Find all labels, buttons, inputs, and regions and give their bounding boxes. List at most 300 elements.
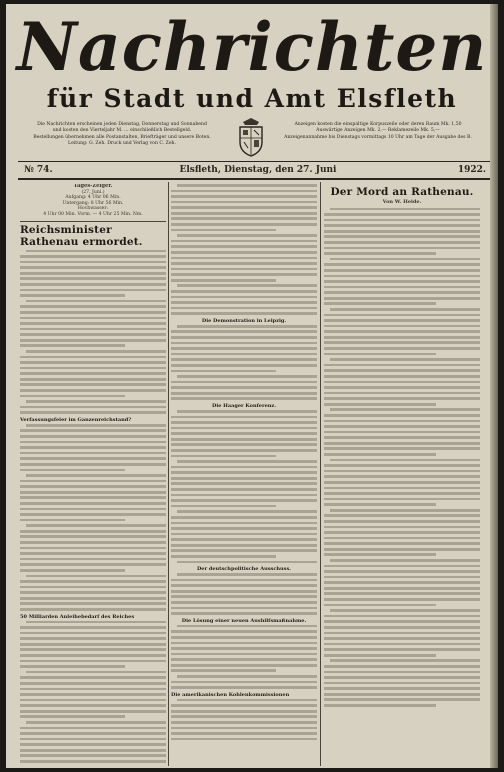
article-body	[171, 184, 317, 315]
text-line	[171, 669, 276, 672]
article-body	[324, 208, 480, 707]
issue-year: 1922.	[457, 165, 486, 175]
text-line	[171, 488, 317, 491]
text-line	[330, 258, 480, 261]
text-line	[20, 502, 166, 505]
text-line	[20, 339, 166, 342]
text-line	[26, 671, 166, 674]
text-line	[26, 250, 166, 253]
text-line	[330, 358, 480, 361]
info-line: Bestellungen übernehmen alle Postanstalten, Briefträger und unsere Boten.	[33, 134, 211, 140]
text-line	[171, 381, 317, 384]
text-line	[177, 510, 317, 513]
text-line	[20, 383, 166, 386]
text-line	[324, 386, 480, 389]
text-line	[20, 660, 166, 663]
text-line	[324, 548, 480, 551]
text-line	[324, 330, 480, 333]
text-line	[20, 738, 166, 741]
text-line	[324, 531, 480, 534]
text-line	[171, 727, 317, 730]
text-line	[324, 464, 480, 467]
text-line	[171, 257, 317, 260]
article-body	[171, 325, 317, 400]
text-line	[20, 580, 166, 583]
text-line	[171, 273, 317, 276]
text-line	[330, 459, 480, 462]
text-line	[171, 686, 317, 689]
text-line	[324, 526, 480, 529]
issue-date: Elsfleth, Dienstag, den 27. Juni	[179, 165, 337, 175]
text-line	[171, 386, 317, 389]
text-line	[324, 475, 480, 478]
text-line	[324, 219, 480, 222]
text-line	[177, 675, 317, 678]
text-line	[20, 519, 125, 522]
text-line	[330, 509, 480, 512]
text-line	[324, 403, 436, 406]
text-line	[171, 642, 317, 645]
text-line	[171, 312, 317, 315]
text-line	[324, 436, 480, 439]
text-line	[20, 255, 166, 258]
text-line	[324, 632, 480, 635]
text-line	[171, 279, 276, 282]
masthead-subtitle: für Stadt und Amt Elsfleth	[46, 84, 458, 113]
article-subheading: Verfassungsfeier im Ganzenreichstand?	[20, 416, 132, 423]
text-line	[20, 496, 166, 499]
text-line	[171, 217, 317, 220]
text-line	[20, 283, 166, 286]
text-line	[20, 715, 125, 718]
article-body	[20, 424, 166, 611]
info-line: Die Nachrichten erscheinen jeden Dienstag, Donnerstag und Sonnabend	[37, 122, 207, 127]
text-line	[324, 375, 480, 378]
text-line	[177, 573, 317, 576]
text-line	[324, 637, 480, 640]
text-line	[20, 597, 166, 600]
text-line	[20, 563, 166, 566]
text-line	[171, 549, 317, 552]
text-line	[324, 275, 480, 278]
text-line	[171, 432, 317, 435]
text-line	[324, 291, 480, 294]
text-line	[20, 311, 166, 314]
text-line	[20, 547, 166, 550]
article-subheading: 50 Milliarden Anleihebedarf des Reiches	[20, 613, 135, 620]
text-line	[20, 643, 166, 646]
text-line	[20, 389, 166, 392]
text-line	[171, 427, 317, 430]
text-line	[171, 212, 317, 215]
text-line	[20, 367, 166, 370]
article-subheading: Die Haager Konferenz.	[212, 402, 276, 409]
text-line	[20, 289, 166, 292]
text-line	[171, 364, 317, 367]
info-line: Leitung: G. Zeh. Druck und Verlag von C. Zeh.	[68, 140, 176, 146]
text-line	[324, 369, 480, 372]
text-line	[330, 308, 480, 311]
text-line	[177, 410, 317, 413]
text-line	[171, 522, 317, 525]
text-line	[324, 592, 480, 595]
header-rule	[18, 161, 490, 162]
text-line	[171, 438, 317, 441]
text-line	[171, 421, 317, 424]
text-line	[171, 296, 317, 299]
tageszeiger-line: Hochwasser:	[77, 206, 109, 212]
text-line	[324, 481, 480, 484]
text-line	[20, 541, 166, 544]
text-line	[324, 319, 480, 322]
text-line	[20, 676, 166, 679]
text-line	[20, 682, 166, 685]
text-line	[20, 743, 166, 746]
text-line	[171, 590, 317, 593]
text-line	[20, 452, 166, 455]
article-subheading: Die Demonstration in Leipzig.	[201, 317, 287, 324]
column-divider	[320, 182, 321, 766]
article-body	[171, 573, 317, 615]
text-line	[171, 494, 317, 497]
text-line	[171, 647, 317, 650]
text-line	[20, 513, 166, 516]
article-subheading: Die amerikanischen Kohlenkommissionen	[171, 691, 290, 698]
text-line	[171, 482, 317, 485]
text-line	[324, 297, 480, 300]
text-line	[20, 322, 166, 325]
text-line	[171, 201, 317, 204]
text-line	[171, 342, 317, 345]
text-line	[171, 664, 317, 667]
text-line	[324, 447, 480, 450]
text-line	[324, 336, 480, 339]
text-line	[20, 632, 166, 635]
text-line	[171, 499, 317, 502]
masthead-title: Nachrichten	[16, 8, 488, 86]
text-line	[177, 460, 317, 463]
text-line	[324, 542, 480, 545]
column-2	[171, 184, 317, 764]
text-line	[324, 353, 436, 356]
text-line	[171, 392, 317, 395]
text-line	[20, 602, 166, 605]
newspaper-page	[6, 4, 498, 768]
text-line	[171, 505, 276, 508]
text-line	[20, 648, 166, 651]
text-line	[20, 704, 166, 707]
text-line	[20, 356, 166, 359]
text-line	[324, 581, 480, 584]
text-line	[20, 441, 166, 444]
text-line	[20, 626, 166, 629]
text-line	[171, 527, 317, 530]
text-line	[324, 648, 480, 651]
text-line	[324, 587, 480, 590]
subscription-info	[24, 122, 220, 147]
text-line	[177, 699, 317, 702]
text-line	[171, 397, 317, 400]
text-line	[324, 224, 480, 227]
article-body	[171, 625, 317, 689]
text-line	[20, 305, 166, 308]
text-line	[171, 630, 317, 633]
text-line	[171, 516, 317, 519]
text-line	[177, 325, 317, 328]
text-line	[20, 463, 166, 466]
text-line	[26, 424, 166, 427]
text-line	[324, 381, 480, 384]
text-line	[171, 240, 317, 243]
text-line	[324, 620, 480, 623]
tageszeiger-line: 4 Uhr 00 Min. Vorm. — 4 Uhr 25 Min. Nm.	[43, 211, 143, 217]
info-line: Auswärtige Anzeigen Mk. 2,— Reklamezeile Mk. 5,—	[316, 128, 440, 134]
text-line	[324, 553, 436, 556]
text-line	[20, 361, 166, 364]
text-line	[330, 208, 480, 211]
text-line	[330, 408, 480, 411]
text-line	[324, 420, 480, 423]
text-line	[171, 704, 317, 707]
text-line	[20, 485, 166, 488]
dateline-rule	[18, 178, 490, 180]
text-line	[171, 738, 317, 741]
text-line	[171, 533, 317, 536]
text-line	[324, 425, 480, 428]
info-line: Anzeigen kosten die einspaltige Korpuszeile oder deren Raum Mk. 1,50	[294, 122, 462, 127]
text-line	[26, 575, 166, 578]
column-divider	[168, 182, 169, 766]
text-line	[20, 665, 125, 668]
text-line	[26, 474, 166, 477]
text-line	[171, 721, 317, 724]
text-line	[20, 294, 125, 297]
text-line	[20, 261, 166, 264]
text-line	[330, 609, 480, 612]
text-line	[171, 715, 317, 718]
text-line	[324, 487, 480, 490]
text-line	[20, 317, 166, 320]
text-line	[20, 732, 166, 735]
text-line	[324, 314, 480, 317]
text-line	[324, 263, 480, 266]
info-line: Anzeigenannahme bis Dienstags vormittags 10 Uhr am Tage der Ausgabe des B.	[284, 134, 472, 140]
text-line	[20, 530, 166, 533]
text-line	[26, 350, 166, 353]
text-line	[324, 442, 480, 445]
text-line	[324, 269, 480, 272]
text-line	[171, 336, 317, 339]
text-line	[171, 330, 317, 333]
article-body	[171, 699, 317, 741]
text-line	[324, 604, 436, 607]
text-line	[20, 277, 166, 280]
text-line	[177, 375, 317, 378]
text-line	[171, 229, 276, 232]
text-line	[171, 455, 276, 458]
text-line	[171, 206, 317, 209]
text-line	[171, 190, 317, 193]
text-line	[20, 608, 166, 611]
section-rule	[20, 221, 166, 222]
text-line	[20, 552, 166, 555]
text-line	[324, 470, 480, 473]
coat-of-arms-icon	[236, 116, 266, 158]
text-line	[324, 492, 480, 495]
text-line	[324, 654, 436, 657]
article-body	[20, 621, 166, 763]
text-line	[324, 615, 480, 618]
text-line	[26, 621, 166, 624]
text-line	[20, 688, 166, 691]
text-line	[177, 234, 317, 237]
text-line	[324, 665, 480, 668]
text-line	[171, 732, 317, 735]
text-line	[171, 544, 317, 547]
text-line	[26, 300, 166, 303]
text-line	[324, 687, 480, 690]
text-line	[20, 749, 166, 752]
tageszeiger-line: Aufgang: 4 Uhr 06 Min.	[65, 195, 121, 201]
text-line	[20, 569, 125, 572]
text-line	[324, 643, 480, 646]
text-line	[171, 251, 317, 254]
text-line	[171, 353, 317, 356]
text-line	[20, 535, 166, 538]
text-line	[171, 262, 317, 265]
text-line	[324, 325, 480, 328]
text-line	[324, 598, 480, 601]
text-line	[20, 406, 166, 409]
text-line	[171, 653, 317, 656]
text-line	[26, 400, 166, 403]
text-line	[20, 710, 166, 713]
text-line	[20, 266, 166, 269]
text-line	[324, 698, 480, 701]
text-line	[171, 268, 317, 271]
text-line	[324, 397, 480, 400]
text-line	[324, 682, 480, 685]
text-line	[324, 235, 480, 238]
article-body	[20, 250, 166, 414]
text-line	[20, 446, 166, 449]
dateline	[18, 164, 490, 176]
text-line	[20, 372, 166, 375]
text-line	[324, 252, 436, 255]
text-line	[324, 453, 436, 456]
text-line	[20, 344, 125, 347]
text-line	[26, 524, 166, 527]
text-line	[330, 659, 480, 662]
text-line	[171, 607, 317, 610]
text-line	[177, 284, 317, 287]
text-line	[324, 514, 480, 517]
text-line	[171, 223, 317, 226]
page-binding-edge	[490, 4, 498, 768]
text-line	[324, 302, 436, 305]
text-line	[171, 555, 276, 558]
text-line	[20, 411, 166, 414]
text-line	[324, 626, 480, 629]
text-line	[20, 457, 166, 460]
text-line	[177, 561, 317, 564]
article-headline: Reichsminister Rathenau ermordet.	[20, 223, 143, 248]
text-line	[171, 466, 317, 469]
text-line	[171, 584, 317, 587]
text-line	[20, 378, 166, 381]
text-line	[20, 491, 166, 494]
tageszeiger-date: (27. Juni.)	[81, 189, 105, 195]
text-line	[324, 431, 480, 434]
text-line	[20, 760, 166, 763]
text-line	[324, 537, 480, 540]
text-line	[171, 538, 317, 541]
text-line	[171, 347, 317, 350]
text-line	[20, 754, 166, 757]
text-line	[177, 625, 317, 628]
text-line	[20, 272, 166, 275]
text-line	[171, 477, 317, 480]
text-line	[324, 503, 436, 506]
text-line	[171, 710, 317, 713]
text-line	[324, 693, 480, 696]
text-line	[20, 699, 166, 702]
tageszeiger-line: Untergang: 8 Uhr 56 Min.	[62, 200, 124, 206]
text-line	[171, 290, 317, 293]
text-line	[171, 658, 317, 661]
text-line	[171, 370, 276, 373]
article-subheading: Die Lösung einer neuen Aushilfsmaßnahme.	[181, 617, 307, 624]
text-line	[20, 333, 166, 336]
text-line	[324, 570, 480, 573]
text-line	[171, 443, 317, 446]
text-line	[20, 558, 166, 561]
text-line	[324, 341, 480, 344]
text-line	[171, 681, 317, 684]
text-line	[20, 429, 166, 432]
text-line	[324, 286, 480, 289]
text-line	[20, 395, 125, 398]
text-line	[20, 586, 166, 589]
text-line	[324, 576, 480, 579]
text-line	[324, 414, 480, 417]
info-line: und kosten den Vierteljahr M. … einschließlich Bestellgeld.	[52, 128, 192, 134]
text-line	[20, 328, 166, 331]
article-byline: Von W. Heide.	[382, 199, 422, 205]
advertising-info	[280, 122, 476, 141]
text-line	[324, 392, 480, 395]
article-body	[171, 410, 317, 563]
text-line	[171, 471, 317, 474]
tageszeiger-box	[20, 184, 166, 218]
text-line	[324, 247, 480, 250]
text-line	[20, 654, 166, 657]
text-line	[324, 676, 480, 679]
text-line	[324, 565, 480, 568]
text-line	[324, 520, 480, 523]
text-line	[20, 637, 166, 640]
text-line	[330, 559, 480, 562]
text-line	[324, 213, 480, 216]
column-1	[20, 184, 166, 764]
text-line	[26, 721, 166, 724]
article-subheading: Der deutschpolitische Ausschuss.	[196, 566, 292, 573]
text-line	[324, 498, 480, 501]
text-line	[171, 612, 317, 615]
text-line	[324, 364, 480, 367]
text-line	[20, 508, 166, 511]
text-line	[20, 727, 166, 730]
